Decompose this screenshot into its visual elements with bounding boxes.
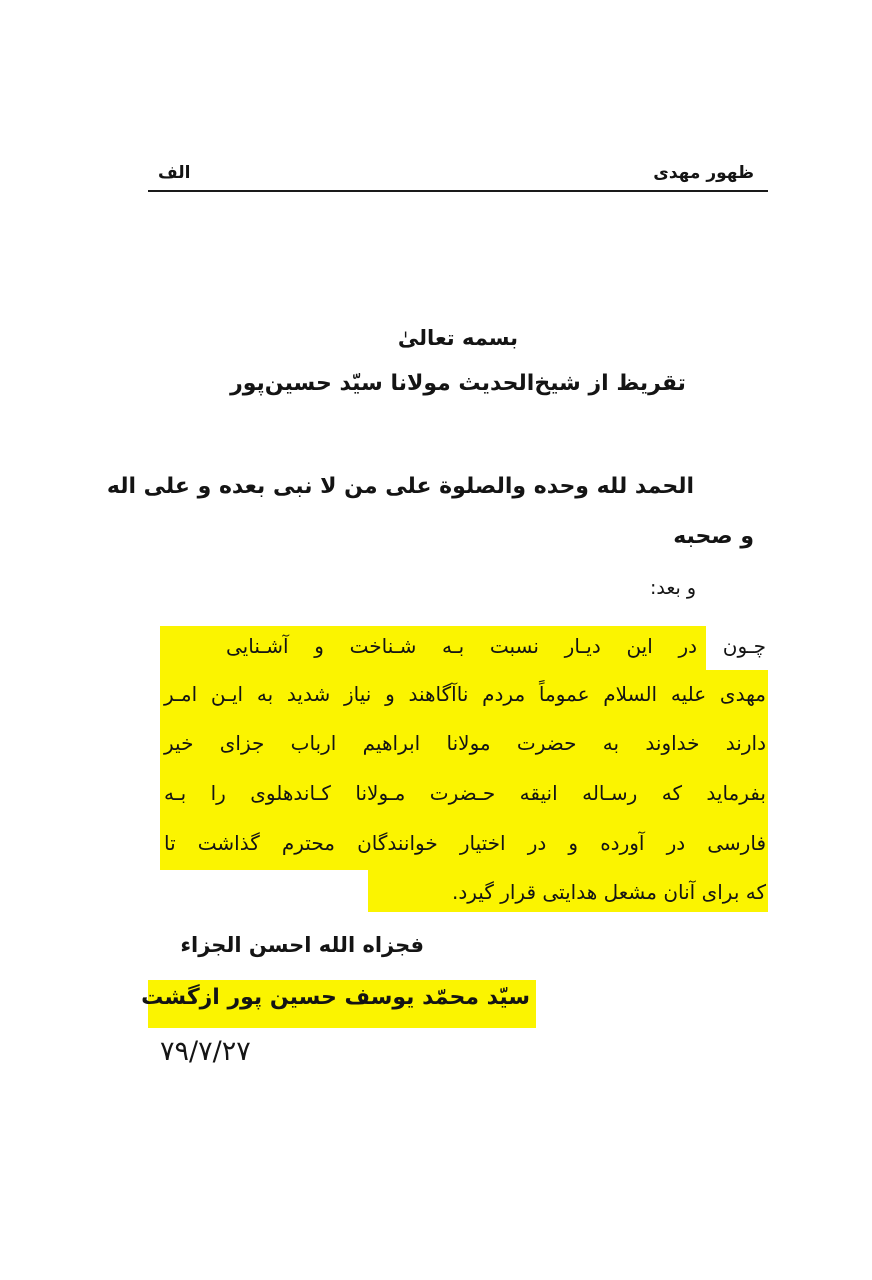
running-header-title: ظهور مهدی (653, 163, 754, 183)
taqriz-title: تقریظ از شیخ‌الحدیث مولانا سیّد حسین‌پور (230, 371, 686, 396)
body-paragraph-line: چـون در این دیـار نسبت بـه شـناخت و آشـنایی (226, 634, 766, 658)
opening-praise-line-1: الحمد لله وحده والصلوة علی من لا نبی بعده و علی اله (106, 474, 694, 499)
signer-name: سیّد محمّد یوسف حسین پور ازگشت (141, 985, 530, 1010)
body-paragraph-line: که برای آنان مشعل هدایتی قرار گیرد. (452, 880, 766, 904)
va-bad-phrase: و بعد: (649, 577, 696, 599)
page-number-label: الف (158, 163, 191, 183)
body-paragraph-line: دارند خداوند به حضرت مولانا ابراهیم ارباب جزای خیر (164, 731, 766, 755)
body-paragraph-line: مهدی علیه السلام عموماً مردم ناآگاهند و نیاز شدید به ایـن امـر (164, 682, 766, 706)
body-paragraph-line: بفرماید که رسـاله انیقه حـضرت مـولانا کـاندهلوی را بـه (164, 781, 766, 805)
body-paragraph-line: فارسی در آورده و در اختیار خوانندگان محترم گذاشت تا (164, 831, 766, 855)
basmala-heading: بسمه تعالیٰ (397, 326, 519, 350)
closing-prayer: فجزاه الله احسن الجزاء (180, 933, 424, 957)
header-divider (148, 190, 768, 192)
signature-date: ۷۹/۷/۲۷ (160, 1036, 251, 1067)
opening-praise-line-2: و صحبه (673, 524, 754, 549)
